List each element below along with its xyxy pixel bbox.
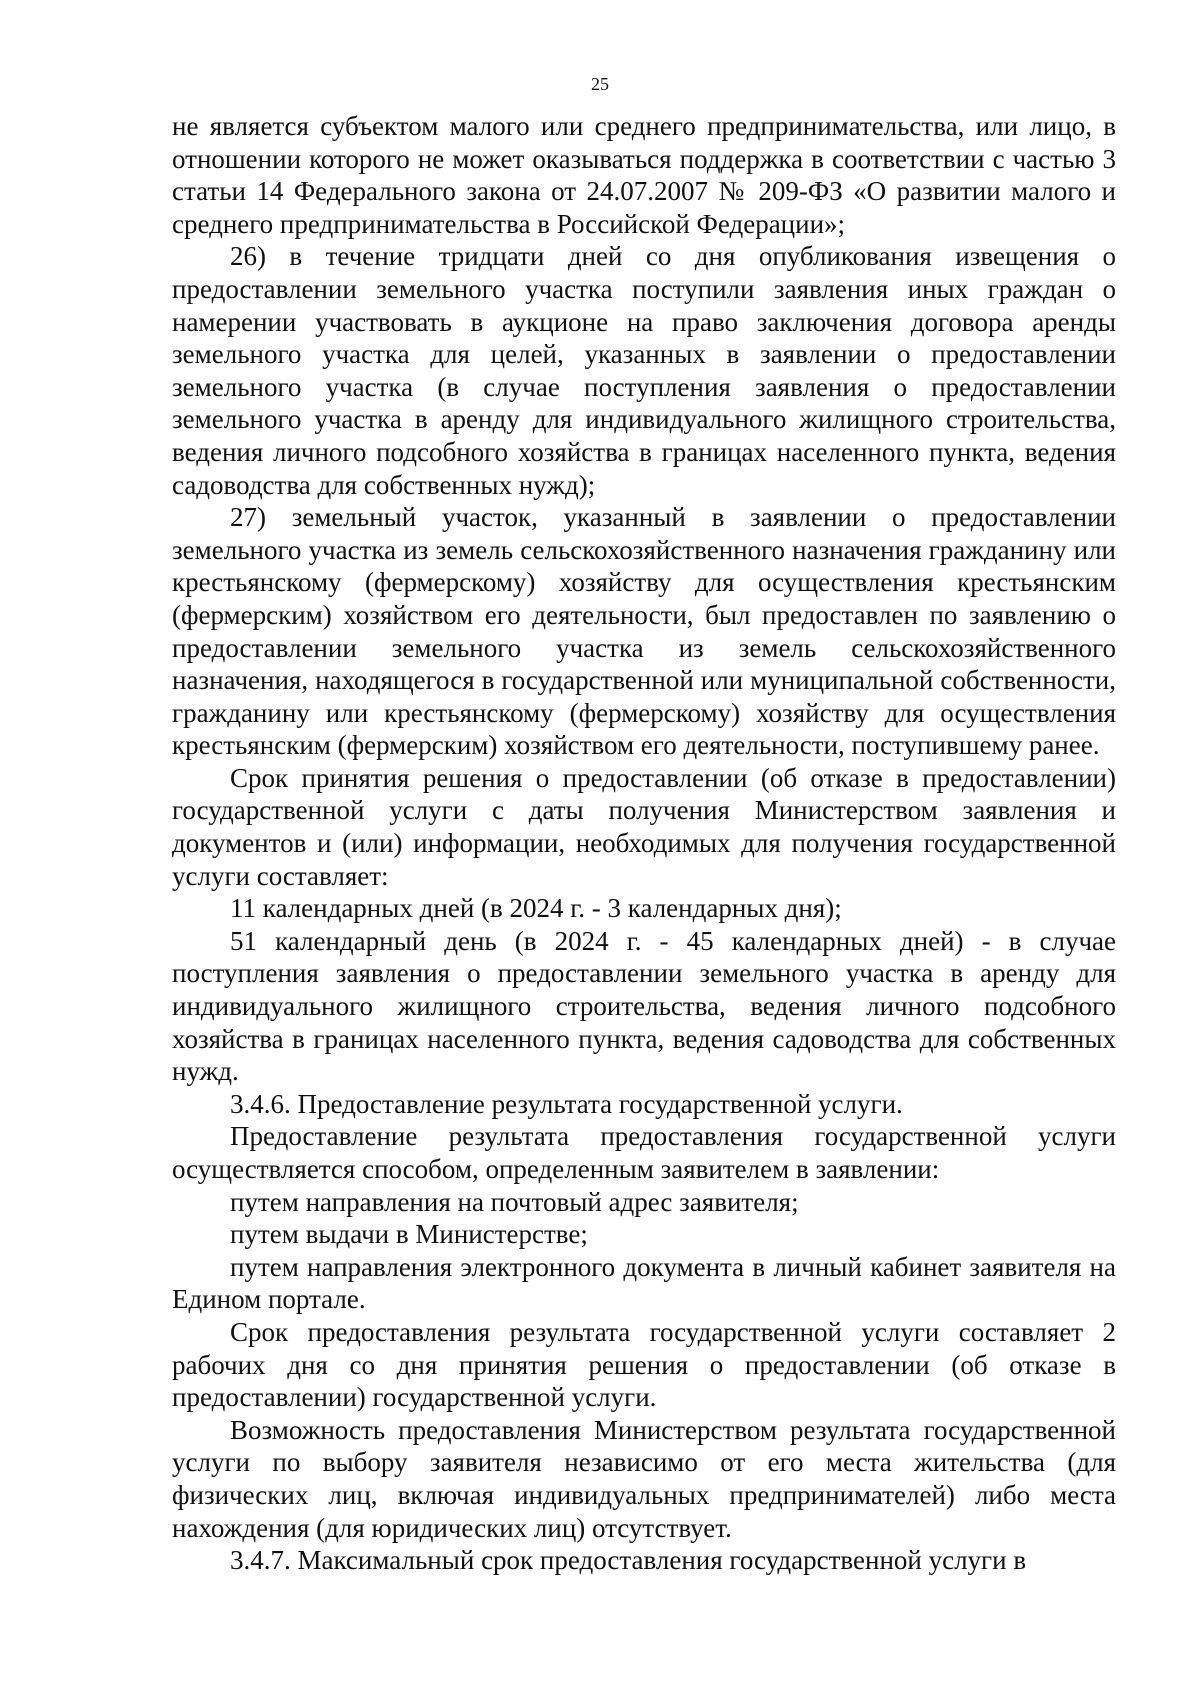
document-body bbox=[172, 110, 1116, 1577]
paragraph-continuation: не является субъектом малого или среднего предпринимательства, или лицо, в отношении которого не может оказываться поддержка в соответствии с частью 3 статьи 14 Федерального закона от 24.07.2007 № 209-ФЗ «О развитии малого и среднего предпринимательства в Российской Федерации»; bbox=[172, 111, 1116, 239]
paragraph-item-26: 26) в течение тридцати дней со дня опубликования извещения о предоставлении земельного участка поступили заявления иных граждан о намерении участвовать в аукционе на право заключения договора аренды земельного участка для целей, указанных в заявлении о предоставлении земельного участка (в случае поступления заявления о предоставлении земельного участка в аренду для индивидуального жилищного строительства, ведения личного подсобного хозяйства в границах населенного пункта, ведения садоводства для собственных нужд); bbox=[172, 241, 1116, 500]
paragraph-item-27: 27) земельный участок, указанный в заявлении о предоставлении земельного участка из земель сельскохозяйственного назначения гражданину или крестьянскому (фермерскому) хозяйству для осуществления крестьянским (фермерским) хозяйством его деятельности, был предоставлен по заявлению о предоставлении земельного участка из земель сельскохозяйственного назначения, находящегося в государственной или муниципальной собственности, гражданину или крестьянскому (фермерскому) хозяйству для осуществления крестьянским (фермерским) хозяйством его деятельности, поступившему ранее. bbox=[172, 502, 1116, 761]
paragraph-method-postal: путем направления на почтовый адрес заявителя; bbox=[230, 1186, 799, 1217]
paragraph-result-methods: Предоставление результата предоставления государственной услуги осуществляется способом, определенным заявителем в заявлении: bbox=[172, 1121, 1116, 1184]
paragraph-deadline-11-days: 11 календарных дней (в 2024 г. - 3 календарных дня); bbox=[230, 893, 842, 924]
paragraph-decision-deadline: Срок принятия решения о предоставлении (об отказе в предоставлении) государственной услуги с даты получения Министерством заявления и документов и (или) информации, необходимых для получения государственной услуги составляет: bbox=[172, 762, 1116, 891]
paragraph-method-portal: путем направления электронного документа в личный кабинет заявителя на Едином портале. bbox=[172, 1251, 1116, 1315]
paragraph-deadline-51-days: 51 календарный день (в 2024 г. - 45 календарных дней) - в случае поступления заявления о предоставлении земельного участка в аренду для индивидуального жилищного строительства, ведения личного подсобного хозяйства в границах населенного пункта, ведения садоводства для собственных нужд. bbox=[172, 925, 1116, 1087]
paragraph-result-deadline: Срок предоставления результата государственной услуги составляет 2 рабочих дня со дня принятия решения о предоставлении (об отказе в предоставлении) государственной услуги. bbox=[172, 1316, 1116, 1413]
section-heading-3-4-7: 3.4.7. Максимальный срок предоставления государственной услуги в bbox=[230, 1545, 1027, 1576]
paragraph-method-ministry: путем выдачи в Министерстве; bbox=[230, 1219, 588, 1250]
section-heading-3-4-6: 3.4.6. Предоставление результата государственной услуги. bbox=[230, 1088, 903, 1119]
paragraph-extraterritorial-service: Возможность предоставления Министерством результата государственной услуги по выбору заявителя независимо от его места жительства (для физических лиц, включая индивидуальных предпринимателей) либо места нахождения (для юридических лиц) отсутствует. bbox=[172, 1414, 1116, 1543]
page-number: 25 bbox=[591, 74, 609, 94]
